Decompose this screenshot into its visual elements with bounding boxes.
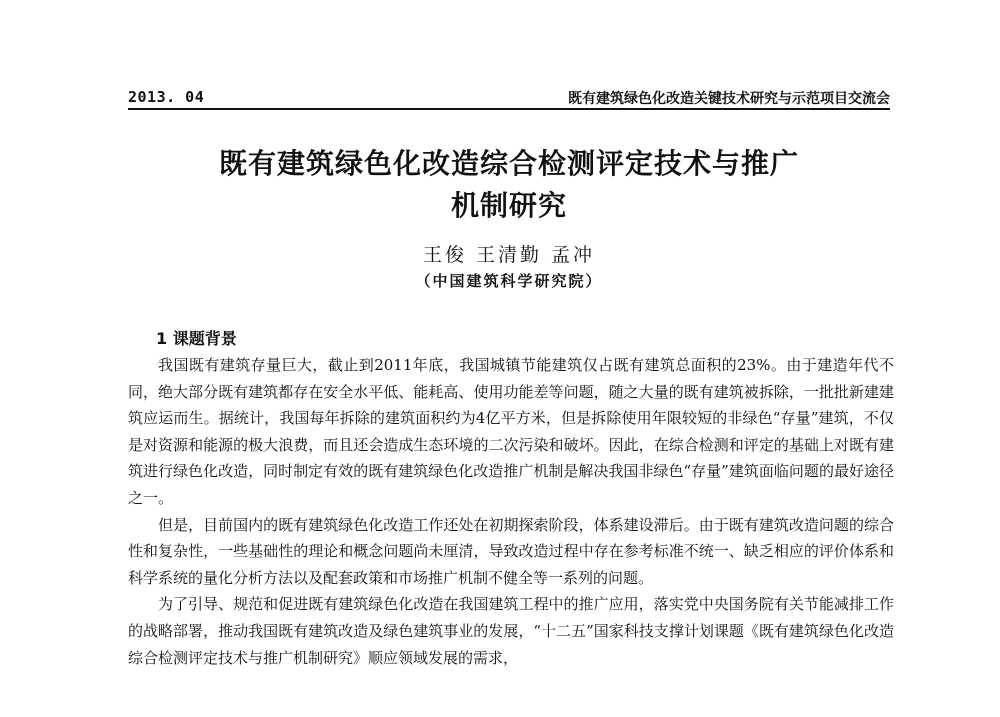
paragraph-1: 我国既有建筑存量巨大，截止到2011年底，我国城镇节能建筑仅占既有建筑总面积的23%。由于建造年代不同，绝大部分既有建筑都存在安全水平低、能耗高、使用功能差等问题，随之大量的既有建筑被拆除，一批批新建建筑应运而生。据统计，我国每年拆除的建筑面积约为4亿平方米，但是拆除使用年限较短的非绿色“存量”建筑，不仅是对资源和能源的极大浪费，而且还会造成生态环境的二次污染和破坏。因此，在综合检测和评定的基础上对既有建筑进行绿色化改造，同时制定有效的既有建筑绿色化改造推广机制是解决我国非绿色“存量”建筑面临问题的最好途径之一。: [128, 356, 894, 507]
header-rule: [128, 108, 890, 110]
affiliation: （中国建筑科学研究院）: [415, 272, 603, 290]
paper-title-line-1: 既有建筑绿色化改造综合检测评定技术与推广: [218, 147, 799, 180]
paragraph-2: 但是，目前国内的既有建筑绿色化改造工作还处在初期探索阶段，体系建设滞后。由于既有建筑改造问题的综合性和复杂性，一些基础性的理论和概念问题尚未厘清，导致改造过程中存在参考标准不统一、缺乏相应的评价体系和科学系统的量化分析方法以及配套政策和市场推广机制不健全等一系列的问题。: [128, 515, 894, 587]
author-list: 王俊 王清勤 孟冲: [422, 244, 596, 266]
section-heading: 1 课题背景: [156, 329, 237, 348]
paragraph-3: 为了引导、规范和促进既有建筑绿色化改造在我国建筑工程中的推广应用，落实党中央国务院有关节能减排工作的战略部署，推动我国既有建筑改造及绿色建筑事业的发展，“十二五”国家科技支撑计划课题《既有建筑绿色化改造综合检测评定技术与推广机制研究》顺应领域发展的需求，: [128, 595, 894, 667]
section-body: [128, 352, 894, 671]
running-header: [128, 86, 890, 112]
paper-title-line-2: 机制研究: [450, 189, 567, 222]
issue-date: 2013. 04: [128, 88, 205, 106]
journal-name: 既有建筑绿色化改造关键技术研究与示范项目交流会: [568, 91, 890, 107]
